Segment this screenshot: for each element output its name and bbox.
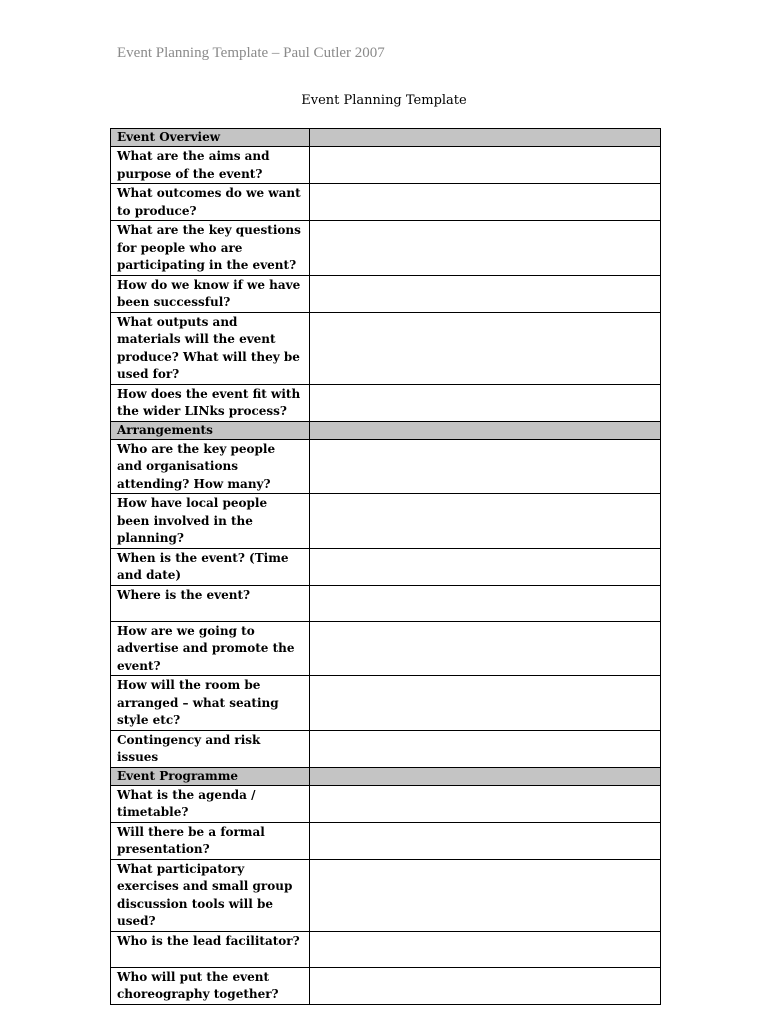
answer-cell[interactable] bbox=[310, 730, 661, 767]
question-cell: What participatory exercises and small group discussion tools will be used? bbox=[111, 859, 310, 931]
section-heading-blank bbox=[310, 421, 661, 439]
question-cell: How do we know if we have been successful? bbox=[111, 275, 310, 312]
question-cell: Will there be a formal presentation? bbox=[111, 822, 310, 859]
table-row bbox=[111, 439, 661, 494]
answer-cell[interactable] bbox=[310, 384, 661, 421]
table-row bbox=[111, 676, 661, 731]
answer-cell[interactable] bbox=[310, 676, 661, 731]
table-row bbox=[111, 785, 661, 822]
answer-cell[interactable] bbox=[310, 221, 661, 276]
answer-cell[interactable] bbox=[310, 548, 661, 585]
running-header: Event Planning Template – Paul Cutler 2007 bbox=[117, 45, 385, 61]
answer-cell[interactable] bbox=[310, 184, 661, 221]
answer-cell[interactable] bbox=[310, 967, 661, 1004]
answer-cell[interactable] bbox=[310, 822, 661, 859]
question-cell: How will the room be arranged – what seating style etc? bbox=[111, 676, 310, 731]
table-row bbox=[111, 859, 661, 931]
answer-cell[interactable] bbox=[310, 275, 661, 312]
event-planning-table bbox=[110, 128, 661, 1005]
question-cell: Who is the lead facilitator? bbox=[111, 931, 310, 967]
answer-cell[interactable] bbox=[310, 494, 661, 549]
table-row bbox=[111, 585, 661, 621]
question-cell: How are we going to advertise and promote the event? bbox=[111, 621, 310, 676]
question-cell: How have local people been involved in the planning? bbox=[111, 494, 310, 549]
answer-cell[interactable] bbox=[310, 312, 661, 384]
table-row bbox=[111, 822, 661, 859]
table-row bbox=[111, 931, 661, 967]
table-row bbox=[111, 312, 661, 384]
question-cell: Where is the event? bbox=[111, 585, 310, 621]
question-cell: Contingency and risk issues bbox=[111, 730, 310, 767]
answer-cell[interactable] bbox=[310, 621, 661, 676]
section-heading: Event Programme bbox=[111, 767, 310, 785]
question-cell: What are the aims and purpose of the event? bbox=[111, 147, 310, 184]
answer-cell[interactable] bbox=[310, 585, 661, 621]
table-row bbox=[111, 494, 661, 549]
table-row bbox=[111, 221, 661, 276]
table-row bbox=[111, 967, 661, 1004]
question-cell: How does the event fit with the wider LINks process? bbox=[111, 384, 310, 421]
question-cell: What is the agenda / timetable? bbox=[111, 785, 310, 822]
table-row bbox=[111, 184, 661, 221]
question-cell: What outputs and materials will the event produce? What will they be used for? bbox=[111, 312, 310, 384]
section-heading-blank bbox=[310, 767, 661, 785]
answer-cell[interactable] bbox=[310, 439, 661, 494]
section-heading-blank bbox=[310, 129, 661, 147]
question-cell: Who will put the event choreography together? bbox=[111, 967, 310, 1004]
table-row bbox=[111, 730, 661, 767]
section-heading: Arrangements bbox=[111, 421, 310, 439]
question-cell: What are the key questions for people who are participating in the event? bbox=[111, 221, 310, 276]
answer-cell[interactable] bbox=[310, 859, 661, 931]
table-row bbox=[111, 384, 661, 421]
table-row bbox=[111, 621, 661, 676]
section-header-arrangements bbox=[111, 421, 661, 439]
section-heading: Event Overview bbox=[111, 129, 310, 147]
section-header-event-programme bbox=[111, 767, 661, 785]
table-row bbox=[111, 548, 661, 585]
table-row bbox=[111, 147, 661, 184]
section-header-event-overview bbox=[111, 129, 661, 147]
question-cell: When is the event? (Time and date) bbox=[111, 548, 310, 585]
document-title: Event Planning Template bbox=[301, 93, 467, 108]
question-cell: What outcomes do we want to produce? bbox=[111, 184, 310, 221]
question-cell: Who are the key people and organisations attending? How many? bbox=[111, 439, 310, 494]
answer-cell[interactable] bbox=[310, 785, 661, 822]
table-row bbox=[111, 275, 661, 312]
answer-cell[interactable] bbox=[310, 147, 661, 184]
answer-cell[interactable] bbox=[310, 931, 661, 967]
